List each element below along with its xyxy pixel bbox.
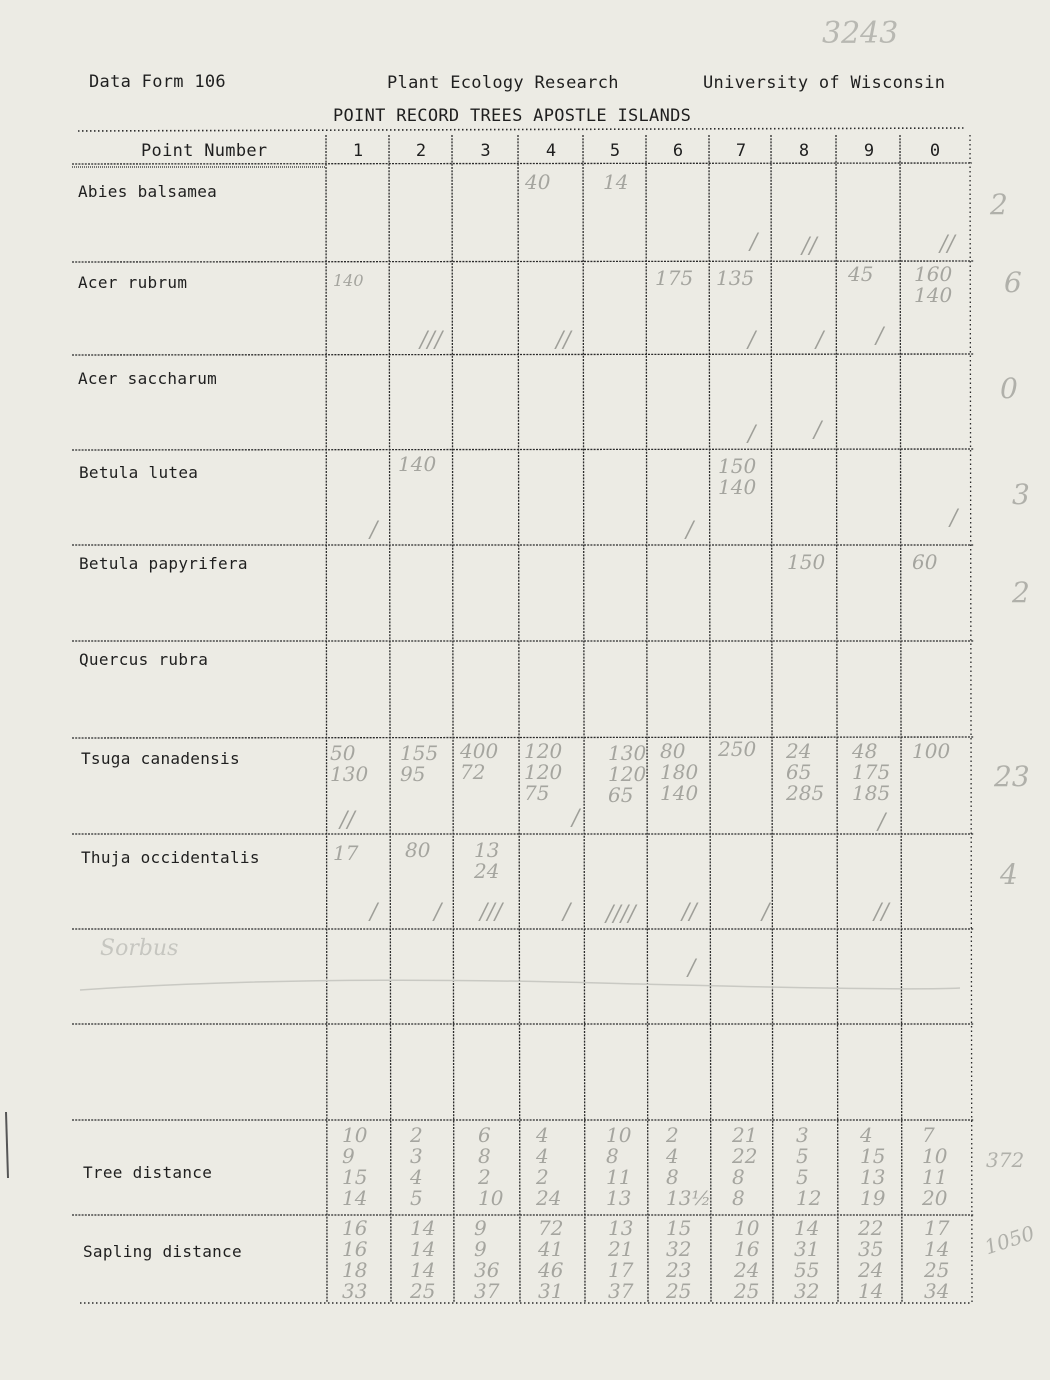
tsuga-p1-tally: // <box>340 808 355 833</box>
acer-rubrum-p7-tally: / <box>748 328 756 353</box>
point-5-header: 5 <box>609 141 621 161</box>
acer-rubrum-p9-tally: / <box>876 324 884 349</box>
sapling-distance-p9: 22 35 24 14 <box>858 1216 884 1303</box>
sapling-distance-p2: 14 14 14 25 <box>410 1216 436 1303</box>
thuja-p2-tally: / <box>434 900 442 925</box>
thuja-p1-tally: / <box>370 900 378 925</box>
sorbus-p6-tally: / <box>688 956 696 981</box>
species-label: Tsuga canadensis <box>81 749 240 768</box>
tsuga-p9-note: 48 175 185 <box>852 739 891 805</box>
acer-sacch-p7-tally: / <box>748 422 756 447</box>
archive-number: 3243 <box>822 16 899 51</box>
species-label: Acer saccharum <box>78 369 218 388</box>
tsuga-p4-note: 120 120 75 <box>524 739 563 805</box>
betula-pap-p8-note: 150 <box>787 550 826 574</box>
betula-lutea-p7-note: 150 140 <box>718 454 757 499</box>
thuja-p3-note: 13 24 <box>474 838 500 883</box>
tree-distance-p4: 4 4 2 24 <box>536 1123 562 1210</box>
species-label: Betula papyrifera <box>79 554 248 573</box>
tsuga-p6-note: 80 180 140 <box>660 739 699 805</box>
form-subtitle: POINT RECORD TREES APOSTLE ISLANDS <box>333 106 692 126</box>
thuja-p1-note: 17 <box>333 841 359 865</box>
betula-lutea-p0-tally: / <box>950 506 958 531</box>
point-7-header: 7 <box>735 141 747 161</box>
tsuga-p0-note: 100 <box>912 739 951 763</box>
point-1-header: 1 <box>352 141 364 161</box>
tsuga-p9-tally: / <box>878 810 886 835</box>
tsuga-p8-note: 24 65 285 <box>786 739 825 805</box>
abies-p5-note: 14 <box>603 170 629 194</box>
tree-distance-p8: 3 5 5 12 <box>796 1123 822 1210</box>
thuja-p9-tally: // <box>874 900 889 925</box>
acer-rubrum-p9-note: 45 <box>848 262 874 286</box>
sapling-distance-p1: 16 16 18 33 <box>342 1216 368 1303</box>
margin-total-acer-sacch: 0 <box>1000 372 1018 405</box>
margin-total-tree-distance: 372 <box>986 1148 1025 1172</box>
margin-total-abies: 2 <box>990 188 1008 221</box>
sapling-distance-p7: 10 16 24 25 <box>734 1216 760 1303</box>
sapling-distance-label: Sapling distance <box>83 1242 242 1261</box>
tree-distance-label: Tree distance <box>83 1163 213 1182</box>
abies-p0-tally: // <box>940 232 955 257</box>
handwritten-species-label: Sorbus <box>100 936 179 961</box>
program-title: Plant Ecology Research <box>387 73 619 93</box>
acer-rubrum-p6-note: 175 <box>655 266 694 290</box>
point-8-header: 8 <box>798 141 810 161</box>
point-2-header: 2 <box>415 141 427 161</box>
acer-rubrum-p8-tally: / <box>816 328 824 353</box>
tree-distance-p7: 21 22 8 8 <box>732 1123 758 1210</box>
species-label: Abies balsamea <box>78 182 218 201</box>
betula-lutea-p2-note: 140 <box>398 452 437 476</box>
point-6-header: 6 <box>672 141 684 161</box>
betula-lutea-p1-tally: / <box>370 518 378 543</box>
thuja-p2-note: 80 <box>405 838 431 862</box>
acer-rubrum-p0-note: 160 140 <box>914 262 953 307</box>
betula-lutea-p6-tally: / <box>686 518 694 543</box>
tsuga-p3-note: 400 72 <box>460 739 499 784</box>
thuja-p3-tally: /// <box>480 900 503 925</box>
point-9-header: 9 <box>863 141 875 161</box>
margin-total-thuja: 4 <box>1000 858 1018 891</box>
margin-total-betula-lutea: 3 <box>1012 478 1030 511</box>
tsuga-p4-tally: / <box>572 806 580 831</box>
acer-sacch-p8-tally: / <box>814 418 822 443</box>
acer-rubrum-p7-note: 135 <box>716 266 755 290</box>
margin-total-sapling-distance: 1050 <box>981 1220 1038 1260</box>
institution-name: University of Wisconsin <box>703 73 946 93</box>
abies-p7-tally: / <box>750 230 758 255</box>
sapling-distance-p8: 14 31 55 32 <box>794 1216 820 1303</box>
point-0-header: 0 <box>929 141 941 161</box>
tree-distance-p3: 6 8 2 10 <box>478 1123 504 1210</box>
betula-pap-p0-note: 60 <box>912 550 938 574</box>
acer-rubrum-p4-tally: // <box>556 328 571 353</box>
margin-total-tsuga: 23 <box>994 760 1030 793</box>
point-number-header: Point Number <box>141 141 268 161</box>
tsuga-p5-note: 130 120 65 <box>608 741 647 807</box>
species-label: Betula lutea <box>79 463 199 482</box>
tree-distance-p5: 10 8 11 13 <box>606 1123 632 1210</box>
sapling-distance-p4: 72 41 46 31 <box>538 1216 564 1303</box>
abies-p4-note: 40 <box>525 170 551 194</box>
tree-distance-p0: 7 10 11 20 <box>922 1123 948 1210</box>
sapling-distance-p0: 17 14 25 34 <box>924 1216 950 1303</box>
sapling-distance-p3: 9 9 36 37 <box>474 1216 500 1303</box>
acer-rubrum-p1-note: 140 <box>333 271 364 290</box>
point-4-header: 4 <box>545 141 557 161</box>
form-number: Data Form 106 <box>89 72 226 92</box>
tsuga-p7-note: 250 <box>718 737 757 761</box>
tree-distance-p9: 4 15 13 19 <box>860 1123 886 1210</box>
thuja-p4-tally: / <box>563 900 571 925</box>
species-label: Thuja occidentalis <box>81 848 260 867</box>
tsuga-p2-note: 155 95 <box>400 741 439 786</box>
abies-p8-tally: // <box>802 234 817 259</box>
thuja-p5-tally: //// <box>606 902 636 927</box>
species-label: Quercus rubra <box>79 650 209 669</box>
species-label: Acer rubrum <box>78 273 188 292</box>
tsuga-p1-note: 50 130 <box>330 741 369 786</box>
margin-total-acer-rubrum: 6 <box>1004 266 1022 299</box>
sapling-distance-p6: 15 32 23 25 <box>666 1216 692 1303</box>
point-3-header: 3 <box>480 141 491 161</box>
sapling-distance-p5: 13 21 17 37 <box>608 1216 634 1303</box>
acer-rubrum-p2-tally: /// <box>420 328 443 353</box>
margin-total-betula-pap: 2 <box>1012 576 1030 609</box>
tree-distance-p6: 2 4 8 13½ <box>666 1123 711 1210</box>
thuja-p7-tally: / <box>762 900 770 925</box>
tree-distance-p1: 10 9 15 14 <box>342 1123 368 1210</box>
tree-distance-p2: 2 3 4 5 <box>410 1123 423 1210</box>
thuja-p6-tally: // <box>682 900 697 925</box>
